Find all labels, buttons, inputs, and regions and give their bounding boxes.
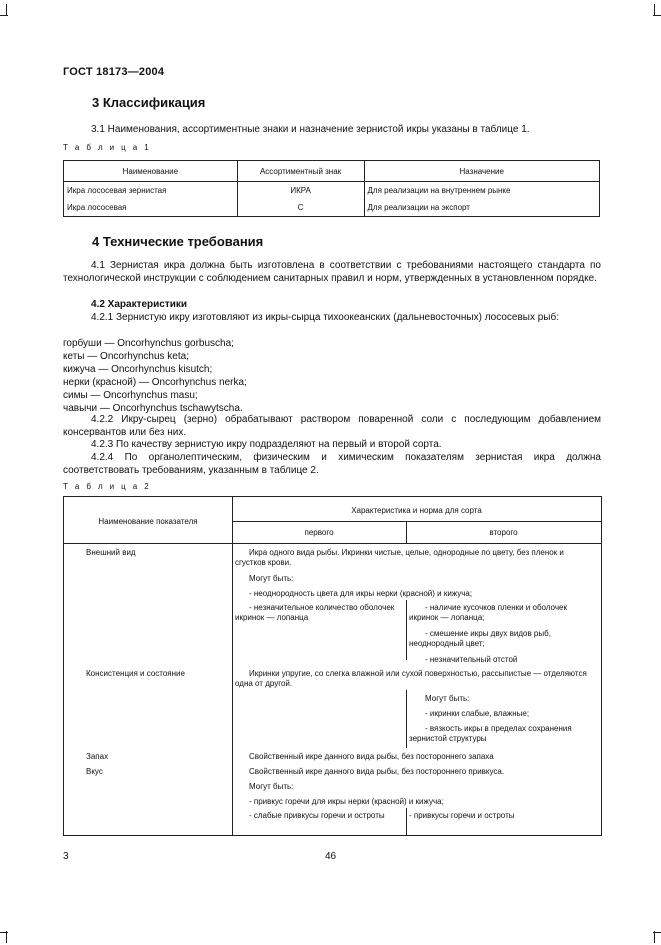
taste-common: Свойственный икре данного вида рыбы, без постороннего привкуса. [249,767,505,776]
table-2-header-group: Характеристика и норма для сорта [351,506,482,515]
consistency-common: Икринки упругие, со слегка влажной или сухой поверхностью, рассыпистые — отделяются одна от другой. [235,669,587,688]
fish-list [63,337,601,415]
page-number-left: 3 [63,851,69,862]
paragraph-3-1: 3.1 Наименования, ассортиментные знаки и назначение зернистой икры указаны в таблице 1. [91,124,530,135]
appearance-second-grade-2: - смешение икры двух видов рыб, неоднородный цвет; [409,629,551,648]
section-4-title: 4 Технические требования [92,234,264,249]
subsection-4-2-title: 4.2 Характеристики [91,299,188,310]
table-cell: ИКРА [237,182,364,200]
paragraph-4-2-4: 4.2.4 По органолептическим, физическим и химическим показателям зернистая икра должна соответствовать требованиям, указанным в таблице 2. [63,452,601,476]
row-name-smell: Запах [86,752,109,761]
appearance-first-grade: - незначительное количество оболочек икринок — лопанца [235,603,395,622]
table-1-caption: Т а б л и ц а 1 [63,143,152,152]
table-grid-line [406,690,407,748]
paragraph-4-2-2: 4.2.2 Икру-сырец (зерно) обрабатывают раствором поваренной соли с последующим добавлением консервантов или без них. [63,414,601,438]
list-item: чавычи — Oncorhynchus tschawytscha. [63,403,243,414]
table-cell: С [237,200,364,217]
crop-mark [6,931,21,943]
appearance-nonuniform: - неоднородность цвета для икры нерки (красной) и кижуча; [249,589,473,598]
smell-common: Свойственный икре данного вида рыбы, без постороннего запаха [249,752,494,761]
crop-mark [0,15,8,16]
table-row [64,182,600,200]
table-cell: Для реализации на экспорт [364,200,600,217]
table-cell: Икра лососевая зернистая [64,182,238,200]
table-cell: Для реализации на внутреннем рынке [364,182,600,200]
table-1-header: Назначение [364,161,600,182]
consistency-may-be: Могут быть: [425,694,470,703]
taste-bitter: - привкус горечи для икры нерки (красной) и кижуча; [249,797,444,806]
appearance-common: Икра одного вида рыбы. Икринки чистые, целые, однородные по цвету, без пленок и сгустков крови. [235,548,564,567]
table-2-header-second: второго [489,528,518,537]
paragraph-4-1: 4.1 Зернистая икра должна быть изготовлена в соответствии с требованиями настоящего стандарта по технологической инструкции с соблюдением санитарных правил и норм, утвержденных в установленном порядке. [63,260,601,284]
appearance-second-grade-1: - наличие кусочков пленки и оболочек икринок — лопанца; [409,603,567,622]
table-grid-line [232,521,601,522]
list-item: симы — Oncorhynchus masu; [63,390,198,401]
appearance-second-grade-3: - незначительный отстой [425,655,518,664]
table-2-header-first: первого [304,528,334,537]
list-item: горбуши — Oncorhynchus gorbuscha; [63,338,234,349]
row-name-taste: Вкус [86,767,103,776]
table-1-header: Наименование [64,161,238,182]
table-1-header: Ассортиментный знак [237,161,364,182]
table-grid-line [64,543,601,544]
taste-may-be: Могут быть: [249,782,294,791]
table-2-caption: Т а б л и ц а 2 [63,482,152,491]
table-row [64,200,600,217]
crop-mark [653,932,661,933]
list-item: кижуча — Oncorhynchus kisutch; [63,364,213,375]
consistency-second-2: - вязкость икры в пределах сохранения зернистой структуры [409,724,572,743]
table-1 [63,160,600,217]
table-grid-line [232,497,233,835]
table-cell: Икра лососевая [64,200,238,217]
list-item: кеты — Oncorhynchus keta; [63,351,189,362]
table-2-header-name: Наименование показателя [98,517,198,526]
appearance-may-be: Могут быть: [249,574,294,583]
crop-mark [653,15,661,16]
page-number-center: 46 [324,851,337,862]
consistency-second-1: - икринки слабые, влажные; [425,709,530,718]
section-3-title: 3 Классификация [92,95,206,110]
paragraph-4-2-1: 4.2.1 Зернистую икру изготовляют из икры-сырца тихоокеанских (дальневосточных) лососевых рыб: [91,312,559,323]
row-name-appearance: Внешний вид [86,548,136,557]
standard-number: ГОСТ 18173—2004 [63,66,165,78]
taste-second-grade: - привкусы горечи и остроты [409,811,515,820]
row-name-consistency: Консистенция и состояние [86,669,185,678]
table-grid-line [406,808,407,835]
table-grid-line [406,600,407,660]
list-item: нерки (красной) — Oncorhynchus nerka; [63,377,247,388]
crop-mark [0,932,8,933]
paragraph-4-2-3: 4.2.3 По качеству зернистую икру подразделяют на первый и второй сорта. [91,439,442,450]
table-2 [63,496,602,836]
crop-mark [6,4,21,16]
taste-first-grade: - слабые привкусы горечи и остроты [249,811,385,820]
